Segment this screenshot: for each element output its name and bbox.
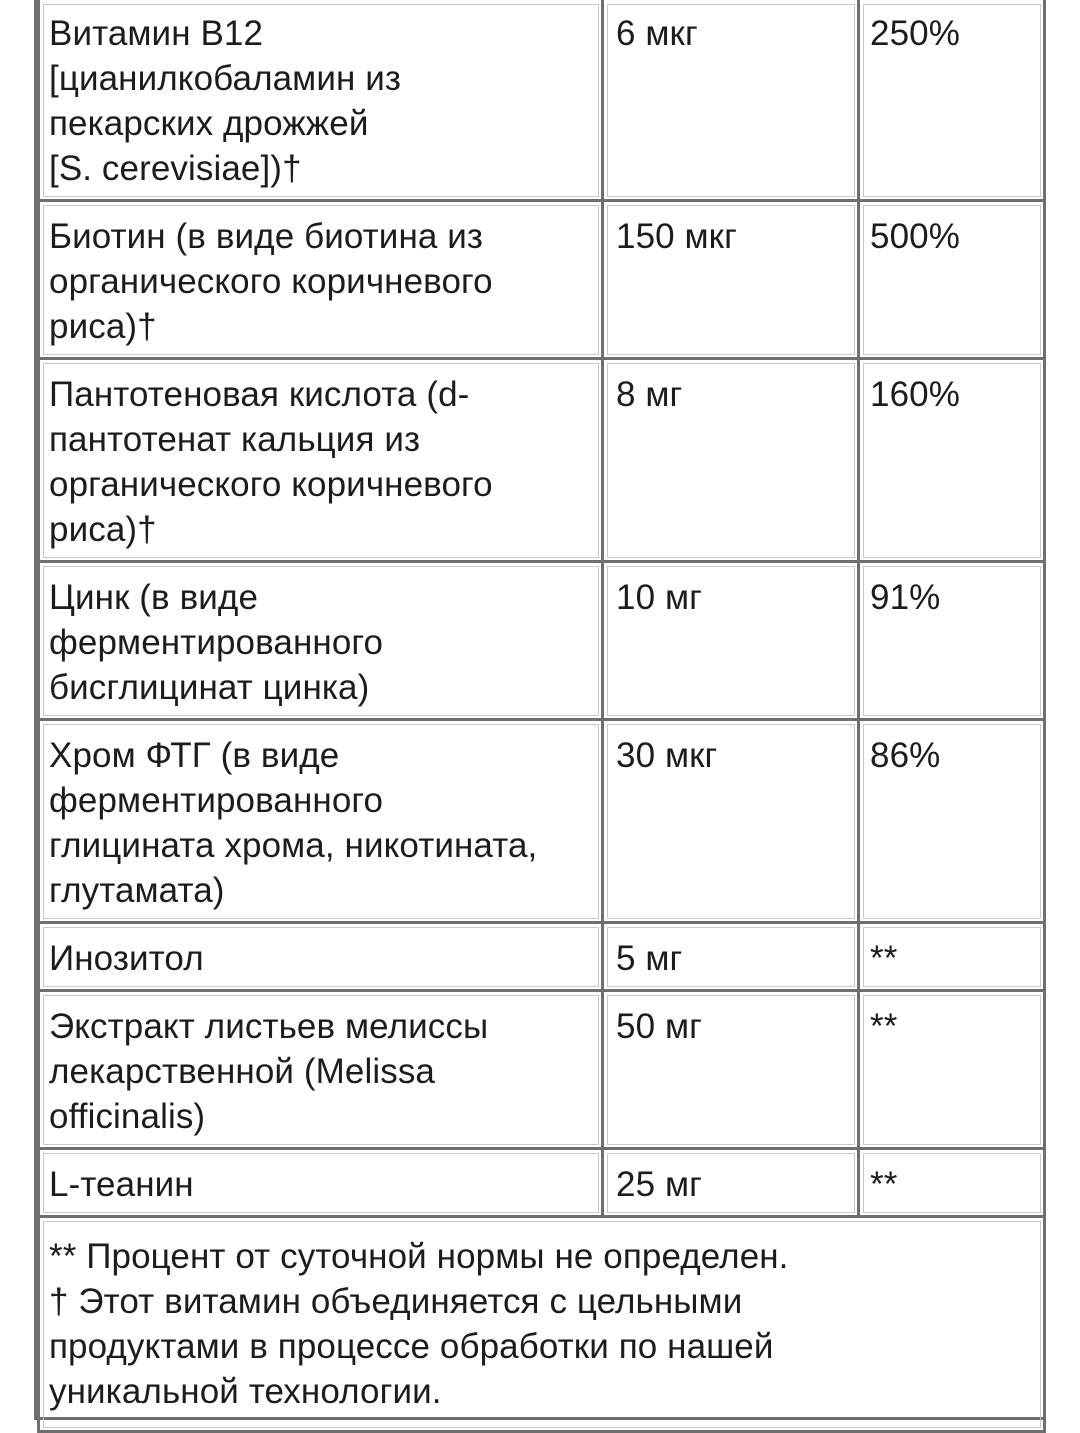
- ingredient-name: Витамин B12 [цианилкобаламин из пекарских дрожжей [S. cerevisiae])†: [39, 0, 603, 201]
- daily-value: 86%: [859, 720, 1045, 923]
- daily-value: **: [859, 1149, 1045, 1217]
- daily-value: 91%: [859, 562, 1045, 720]
- daily-value: 500%: [859, 201, 1045, 359]
- footnote-line: уникальной технологии.: [49, 1372, 442, 1411]
- ingredient-amount: 30 мкг: [603, 720, 859, 923]
- table-row: [39, 201, 1045, 359]
- ingredient-name: Экстракт листьев мелиссы лекарственной (Melissa officinalis): [39, 991, 603, 1149]
- ingredient-amount: 25 мг: [603, 1149, 859, 1217]
- ingredient-name: Цинк (в виде ферментированного бисглицинат цинка): [39, 562, 603, 720]
- ingredient-name: Пантотеновая кислота (d- пантотенат кальция из органического коричневого риса)†: [39, 359, 603, 562]
- ingredient-name: Инозитол: [39, 923, 603, 991]
- table-row: [39, 1149, 1045, 1217]
- table-row: [39, 720, 1045, 923]
- footnotes: [39, 1217, 1045, 1432]
- ingredient-amount: 5 мг: [603, 923, 859, 991]
- footnote-line: ** Процент от суточной нормы не определен.: [49, 1237, 789, 1276]
- ingredient-name: Биотин (в виде биотина из органического коричневого риса)†: [39, 201, 603, 359]
- footnote-line: † Этот витамин объединяется с цельными: [49, 1282, 743, 1321]
- daily-value: **: [859, 991, 1045, 1149]
- table-row: [39, 991, 1045, 1149]
- ingredient-name: Хром ФТГ (в виде ферментированного глицината хрома, никотината, глутамата): [39, 720, 603, 923]
- table-row: [39, 923, 1045, 991]
- ingredient-amount: 150 мкг: [603, 201, 859, 359]
- daily-value: 250%: [859, 0, 1045, 201]
- footnotes-row: [39, 1217, 1045, 1432]
- daily-value: **: [859, 923, 1045, 991]
- ingredient-amount: 10 мг: [603, 562, 859, 720]
- ingredient-amount: 6 мкг: [603, 0, 859, 201]
- table-row: [39, 0, 1045, 201]
- ingredient-amount: 50 мг: [603, 991, 859, 1149]
- table-row: [39, 359, 1045, 562]
- table-row: [39, 562, 1045, 720]
- daily-value: 160%: [859, 359, 1045, 562]
- ingredient-name: L-теанин: [39, 1149, 603, 1217]
- ingredient-amount: 8 мг: [603, 359, 859, 562]
- supplement-facts-table: [37, 0, 1046, 1433]
- footnote-line: продуктами в процессе обработки по нашей: [49, 1327, 774, 1366]
